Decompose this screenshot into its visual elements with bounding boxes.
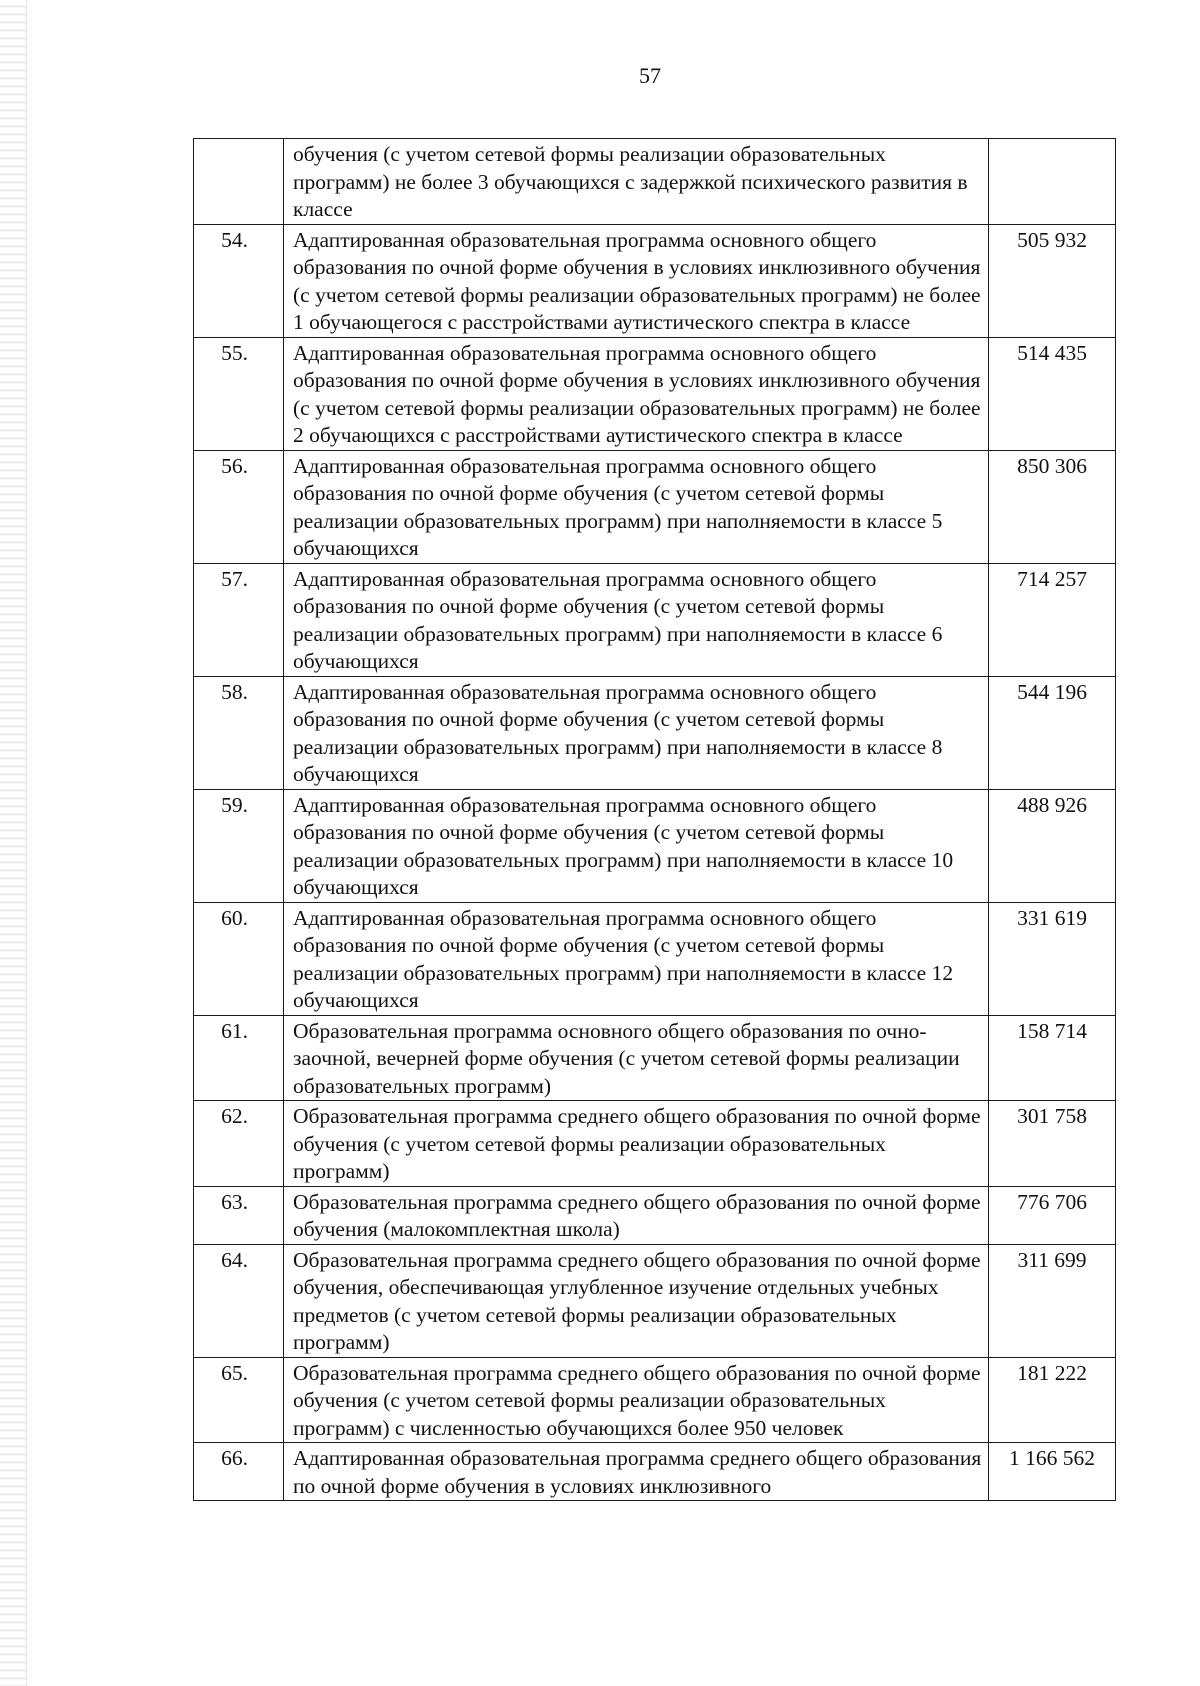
table-row <box>194 1357 1116 1443</box>
table-row <box>194 563 1116 676</box>
row-number-cell: 56. <box>194 450 284 563</box>
table-body <box>194 139 1116 1501</box>
row-number-cell: 55. <box>194 337 284 450</box>
cost-value-cell: 1 166 562 <box>989 1443 1116 1501</box>
row-number-cell: 57. <box>194 563 284 676</box>
table-row <box>194 1101 1116 1187</box>
row-number-cell: 66. <box>194 1443 284 1501</box>
cost-value-cell: 181 222 <box>989 1357 1116 1443</box>
table-row <box>194 1244 1116 1357</box>
cost-value-cell: 514 435 <box>989 337 1116 450</box>
table-row <box>194 450 1116 563</box>
table-row <box>194 1443 1116 1501</box>
program-name-cell: Образовательная программа основного общего образования по очно-заочной, вечерней форме обучения (с учетом сетевой формы реализации образовательных программ) <box>284 1015 989 1101</box>
row-number-cell: 61. <box>194 1015 284 1101</box>
row-number-cell: 59. <box>194 789 284 902</box>
program-name-cell: Образовательная программа среднего общего образования по очной форме обучения (с учетом сетевой формы реализации образовательных программ) с численностью обучающихся более 950 человек <box>284 1357 989 1443</box>
row-number-cell: 58. <box>194 676 284 789</box>
cost-value-cell: 776 706 <box>989 1186 1116 1244</box>
row-number-cell: 63. <box>194 1186 284 1244</box>
program-name-cell: Адаптированная образовательная программа основного общего образования по очной форме обучения (с учетом сетевой формы реализации образовательных программ) при наполняемости в классе 6 обучающихся <box>284 563 989 676</box>
table-row <box>194 139 1116 225</box>
table-row <box>194 1015 1116 1101</box>
table-row <box>194 789 1116 902</box>
table-row <box>194 224 1116 337</box>
program-name-cell: Адаптированная образовательная программа среднего общего образования по очной форме обучения в условиях инклюзивного <box>284 1443 989 1501</box>
cost-value-cell <box>989 139 1116 225</box>
program-name-cell: Адаптированная образовательная программа основного общего образования по очной форме обучения в условиях инклюзивного обучения (с учетом сетевой формы реализации образовательных программ) не более 1 обучающегося с расстройствами аутистического спектра в классе <box>284 224 989 337</box>
table-row <box>194 902 1116 1015</box>
table-row <box>194 337 1116 450</box>
cost-value-cell: 714 257 <box>989 563 1116 676</box>
program-name-cell: Образовательная программа среднего общего образования по очной форме обучения (малокомплектная школа) <box>284 1186 989 1244</box>
page-number: 57 <box>639 63 661 88</box>
program-name-cell: Образовательная программа среднего общего образования по очной форме обучения (с учетом сетевой формы реализации образовательных программ) <box>284 1101 989 1187</box>
scan-edge-artifact <box>0 0 27 1686</box>
cost-value-cell: 544 196 <box>989 676 1116 789</box>
program-name-cell: Адаптированная образовательная программа основного общего образования по очной форме обучения (с учетом сетевой формы реализации образовательных программ) при наполняемости в классе 10 обучающихся <box>284 789 989 902</box>
program-name-cell: Адаптированная образовательная программа основного общего образования по очной форме обучения (с учетом сетевой формы реализации образовательных программ) при наполняемости в классе 12 обучающихся <box>284 902 989 1015</box>
cost-value-cell: 850 306 <box>989 450 1116 563</box>
table-row <box>194 676 1116 789</box>
cost-value-cell: 311 699 <box>989 1244 1116 1357</box>
row-number-cell: 62. <box>194 1101 284 1187</box>
row-number-cell: 60. <box>194 902 284 1015</box>
program-cost-table <box>193 138 1116 1501</box>
table-row <box>194 1186 1116 1244</box>
cost-value-cell: 331 619 <box>989 902 1116 1015</box>
cost-value-cell: 301 758 <box>989 1101 1116 1187</box>
program-name-cell: обучения (с учетом сетевой формы реализации образовательных программ) не более 3 обучающихся с задержкой психического развития в классе <box>284 139 989 225</box>
program-name-cell: Образовательная программа среднего общего образования по очной форме обучения, обеспечивающая углубленное изучение отдельных учебных предметов (с учетом сетевой формы реализации образовательных программ) <box>284 1244 989 1357</box>
program-name-cell: Адаптированная образовательная программа основного общего образования по очной форме обучения (с учетом сетевой формы реализации образовательных программ) при наполняемости в классе 8 обучающихся <box>284 676 989 789</box>
row-number-cell: 65. <box>194 1357 284 1443</box>
row-number-cell <box>194 139 284 225</box>
row-number-cell: 54. <box>194 224 284 337</box>
cost-value-cell: 158 714 <box>989 1015 1116 1101</box>
program-name-cell: Адаптированная образовательная программа основного общего образования по очной форме обучения в условиях инклюзивного обучения (с учетом сетевой формы реализации образовательных программ) не более 2 обучающихся с расстройствами аутистического спектра в классе <box>284 337 989 450</box>
row-number-cell: 64. <box>194 1244 284 1357</box>
cost-value-cell: 505 932 <box>989 224 1116 337</box>
program-name-cell: Адаптированная образовательная программа основного общего образования по очной форме обучения (с учетом сетевой формы реализации образовательных программ) при наполняемости в классе 5 обучающихся <box>284 450 989 563</box>
cost-value-cell: 488 926 <box>989 789 1116 902</box>
